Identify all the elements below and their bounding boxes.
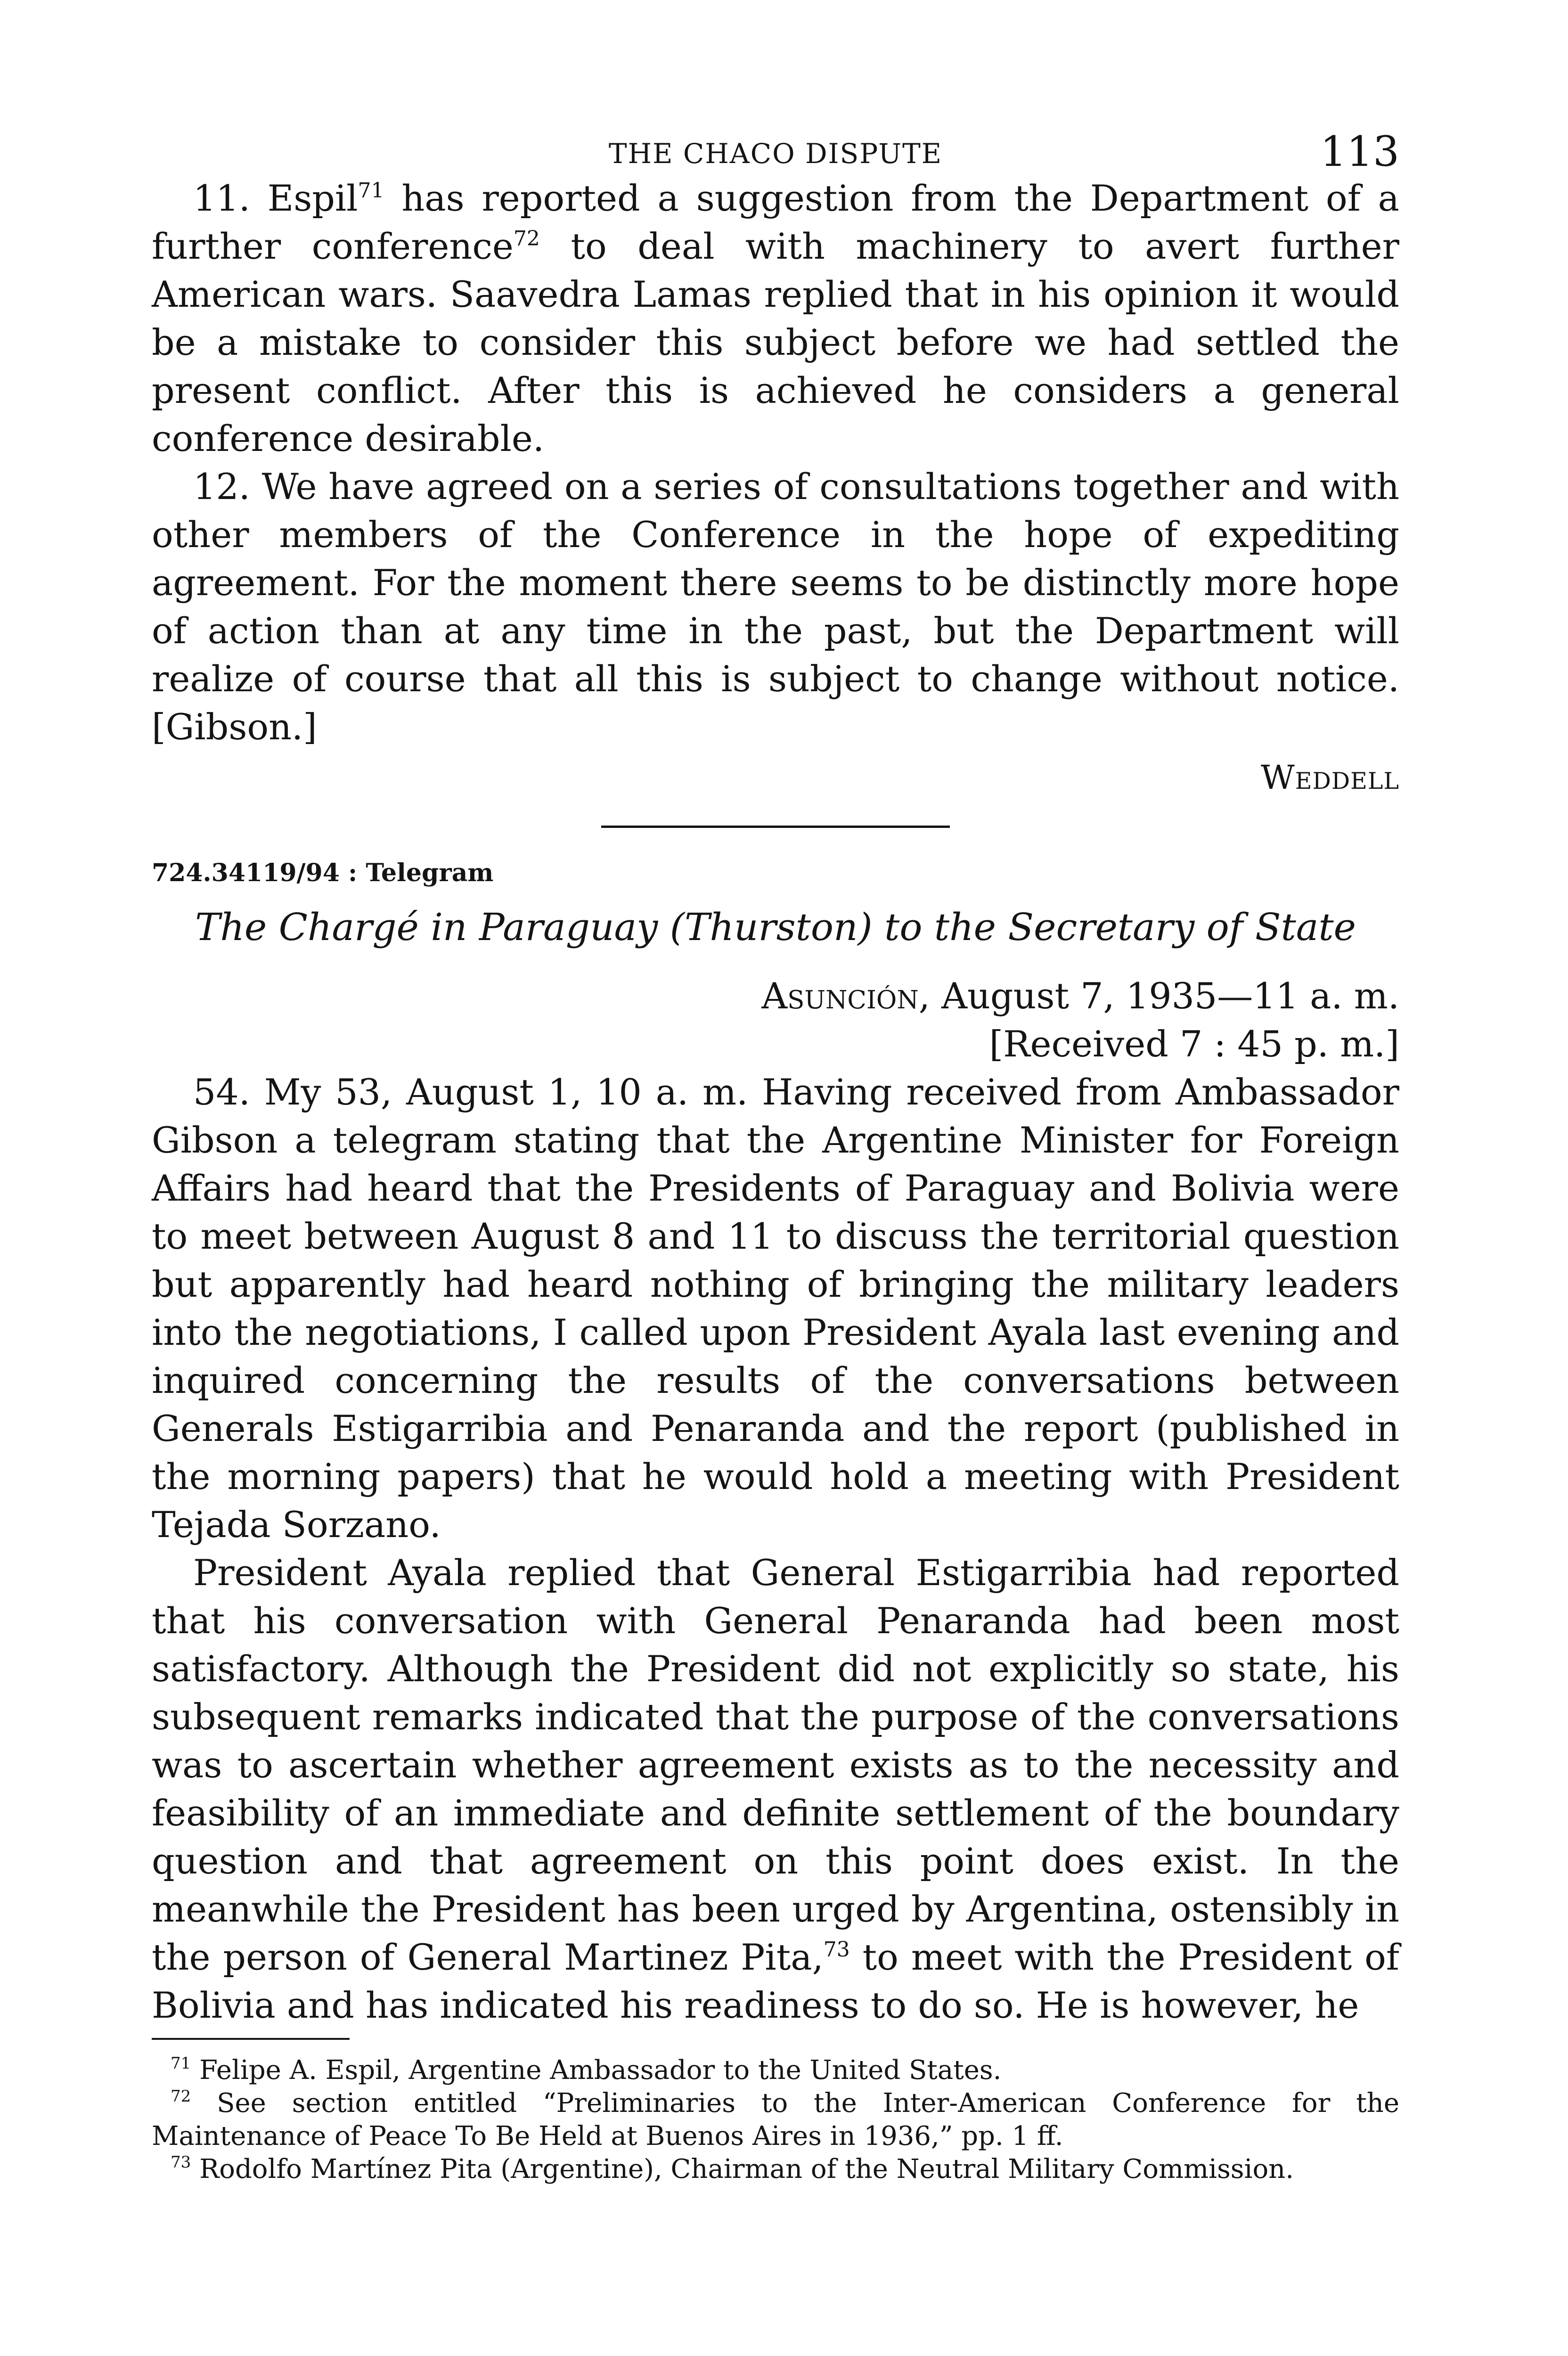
- paragraph-ayala-reply: [152, 1549, 1399, 2029]
- footnote-ref-71: 71: [358, 179, 384, 203]
- footnote: [152, 2054, 1399, 2087]
- paragraph-11-part-c: to deal with machinery to avert further American wars. Saavedra Lamas replied that in his opinion it would be a mistake to consider this subject before we had settled the present conflict. After this is achieved he considers a general conference desirable.: [152, 225, 1399, 459]
- footnote-text: Rodolfo Martínez Pita (Argentine), Chairman of the Neutral Military Commission.: [199, 2154, 1294, 2184]
- dateline-place: Asunción,: [761, 975, 930, 1017]
- paragraph-11-part-a: 11. Espil: [193, 177, 358, 219]
- dateline-date: August 7, 1935—11 a. m.: [930, 975, 1399, 1017]
- received-line: [Received 7 : 45 p. m.]: [989, 1023, 1399, 1065]
- dateline: [152, 972, 1399, 1020]
- footnote-mark: 73: [171, 2153, 191, 2172]
- document-page: [152, 123, 1399, 2186]
- footnote-mark: 72: [171, 2087, 191, 2106]
- footnote: [152, 2153, 1399, 2186]
- paragraph-54: 54. My 53, August 1, 10 a. m. Having received from Ambassador Gibson a telegram stating that the Argentine Minister for Foreign Affairs had heard that the Presidents of Paraguay and Bolivia were to meet between August 8 and 11 to discuss the territorial question but apparently had heard nothing of bringing the military leaders into the negotiations, I called upon President Ayala last evening and inquired concerning the results of the conversations between Generals Estigarribia and Penaranda and the report (published in the morning papers) that he would hold a meeting with President Tejada Sorzano.: [152, 1071, 1399, 1546]
- signature: Weddell: [1260, 758, 1399, 797]
- file-reference: 724.34119/94 : Telegram: [152, 859, 494, 887]
- section-divider: [601, 826, 950, 828]
- footnote: [152, 2087, 1399, 2153]
- running-title: THE CHACO DISPUTE: [608, 138, 943, 170]
- running-header: [152, 123, 1399, 174]
- document-title: The Chargé in Paraguay (Thurston) to the Secretary of State: [195, 905, 1356, 949]
- footnote-text: Felipe A. Espil, Argentine Ambassador to the United States.: [199, 2055, 1002, 2086]
- page-number: 113: [1320, 127, 1399, 176]
- paragraph-ayala-part-a: President Ayala replied that General Estigarribia had reported that his conversation with General Penaranda had been most satisfactory. Although the President did not explicitly so state, his subsequent remarks indicated that the purpose of the conversations was to ascertain whether agreement exists as to the necessity and feasibility of an immediate and definite settlement of the boundary question and that agreement on this point does exist. In the meanwhile the President has been urged by Argentina, ostensibly in the person of General Martinez Pita,: [152, 1552, 1399, 1978]
- footnote-ref-73: 73: [823, 1938, 850, 1962]
- paragraph-ayala-part-b: to meet with the President of Bolivia and has indicated his readiness to do so. He is however, he: [152, 1936, 1400, 2026]
- paragraph-12: 12. We have agreed on a series of consultations together and with other members of the Conference in the hope of expediting agreement. For the moment there seems to be distinctly more hope of action than at any time in the past, but the Department will realize of course that all this is subject to change without notice. [Gibson.]: [152, 466, 1399, 748]
- footnote-ref-72: 72: [513, 227, 540, 251]
- footnote-divider: [152, 2038, 350, 2040]
- footnotes: [152, 2054, 1399, 2186]
- paragraph-11: [152, 174, 1399, 463]
- footnote-mark: 71: [171, 2054, 191, 2073]
- footnote-text: See section entitled “Preliminaries to the Inter-American Conference for the Maintenance of Peace To Be Held at Buenos Aires in 1936,” pp. 1 ff.: [152, 2088, 1399, 2151]
- paragraph-11-part-b: has reported a suggestion from the Department of a further conference: [152, 177, 1399, 267]
